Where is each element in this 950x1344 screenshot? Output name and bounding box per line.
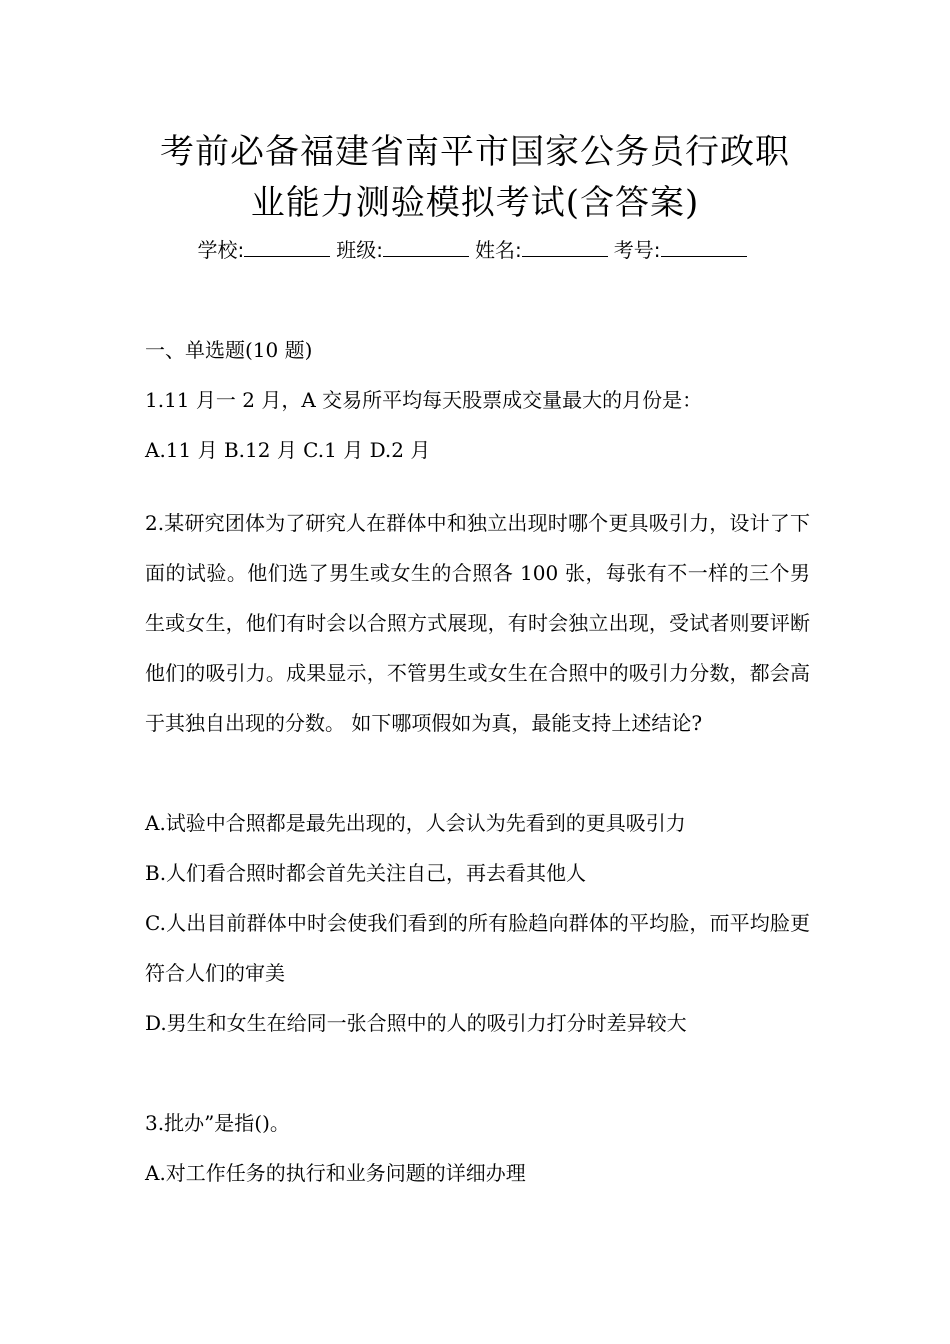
name-blank <box>522 238 608 257</box>
exam-no-blank <box>661 238 747 257</box>
name-label: 姓名: <box>475 238 522 262</box>
question-2-option-a: A.试验中合照都是最先出现的，人会认为先看到的更具吸引力 <box>145 811 686 835</box>
question-2-option-d: D.男生和女生在给同一张合照中的人的吸引力打分时差异较大 <box>145 1011 687 1035</box>
school-label: 学校: <box>197 238 245 262</box>
question-3-option-a: A.对工作任务的执行和业务问题的详细办理 <box>145 1161 526 1185</box>
question-2-stem: 2.某研究团体为了研究人在群体中和独立出现时哪个更具吸引力，设计了下面的试验。他们选了男生或女生的合照各 100 张，每张有不一样的三个男生或女生，他们有时会以合照方式展现，有时会独立出现，受试者则要评断他们的吸引力。成果显示，不管男生或女生在合照中的吸引力分数，都会高于其独自出现的分数。 如下哪项假如为真，最能支持上述结论? <box>145 511 810 735</box>
question-3-stem: 3.批办”是指()。 <box>145 1111 290 1135</box>
question-2-option-c: C.人出目前群体中时会使我们看到的所有脸趋向群体的平均脸，而平均脸更符合人们的审美 <box>145 911 810 985</box>
class-label: 班级: <box>336 238 383 262</box>
student-info-row <box>100 235 850 265</box>
section-heading: 一、单选题(10 题) <box>145 338 313 362</box>
question-1-options: A.11 月 B.12 月 C.1 月 D.2 月 <box>145 438 431 462</box>
school-blank <box>244 238 330 257</box>
question-2-option-b: B.人们看合照时都会首先关注自己，再去看其他人 <box>145 861 587 885</box>
exam-no-label: 考号: <box>613 238 661 262</box>
document-title-line-1: 考前必备福建省南平市国家公务员行政职 <box>160 132 790 172</box>
class-blank <box>383 238 469 257</box>
question-1-stem: 1.11 月一 2 月，A 交易所平均每天股票成交量最大的月份是： <box>145 388 703 412</box>
document-title-line-2: 业能力测验模拟考试(含答案) <box>250 183 700 223</box>
